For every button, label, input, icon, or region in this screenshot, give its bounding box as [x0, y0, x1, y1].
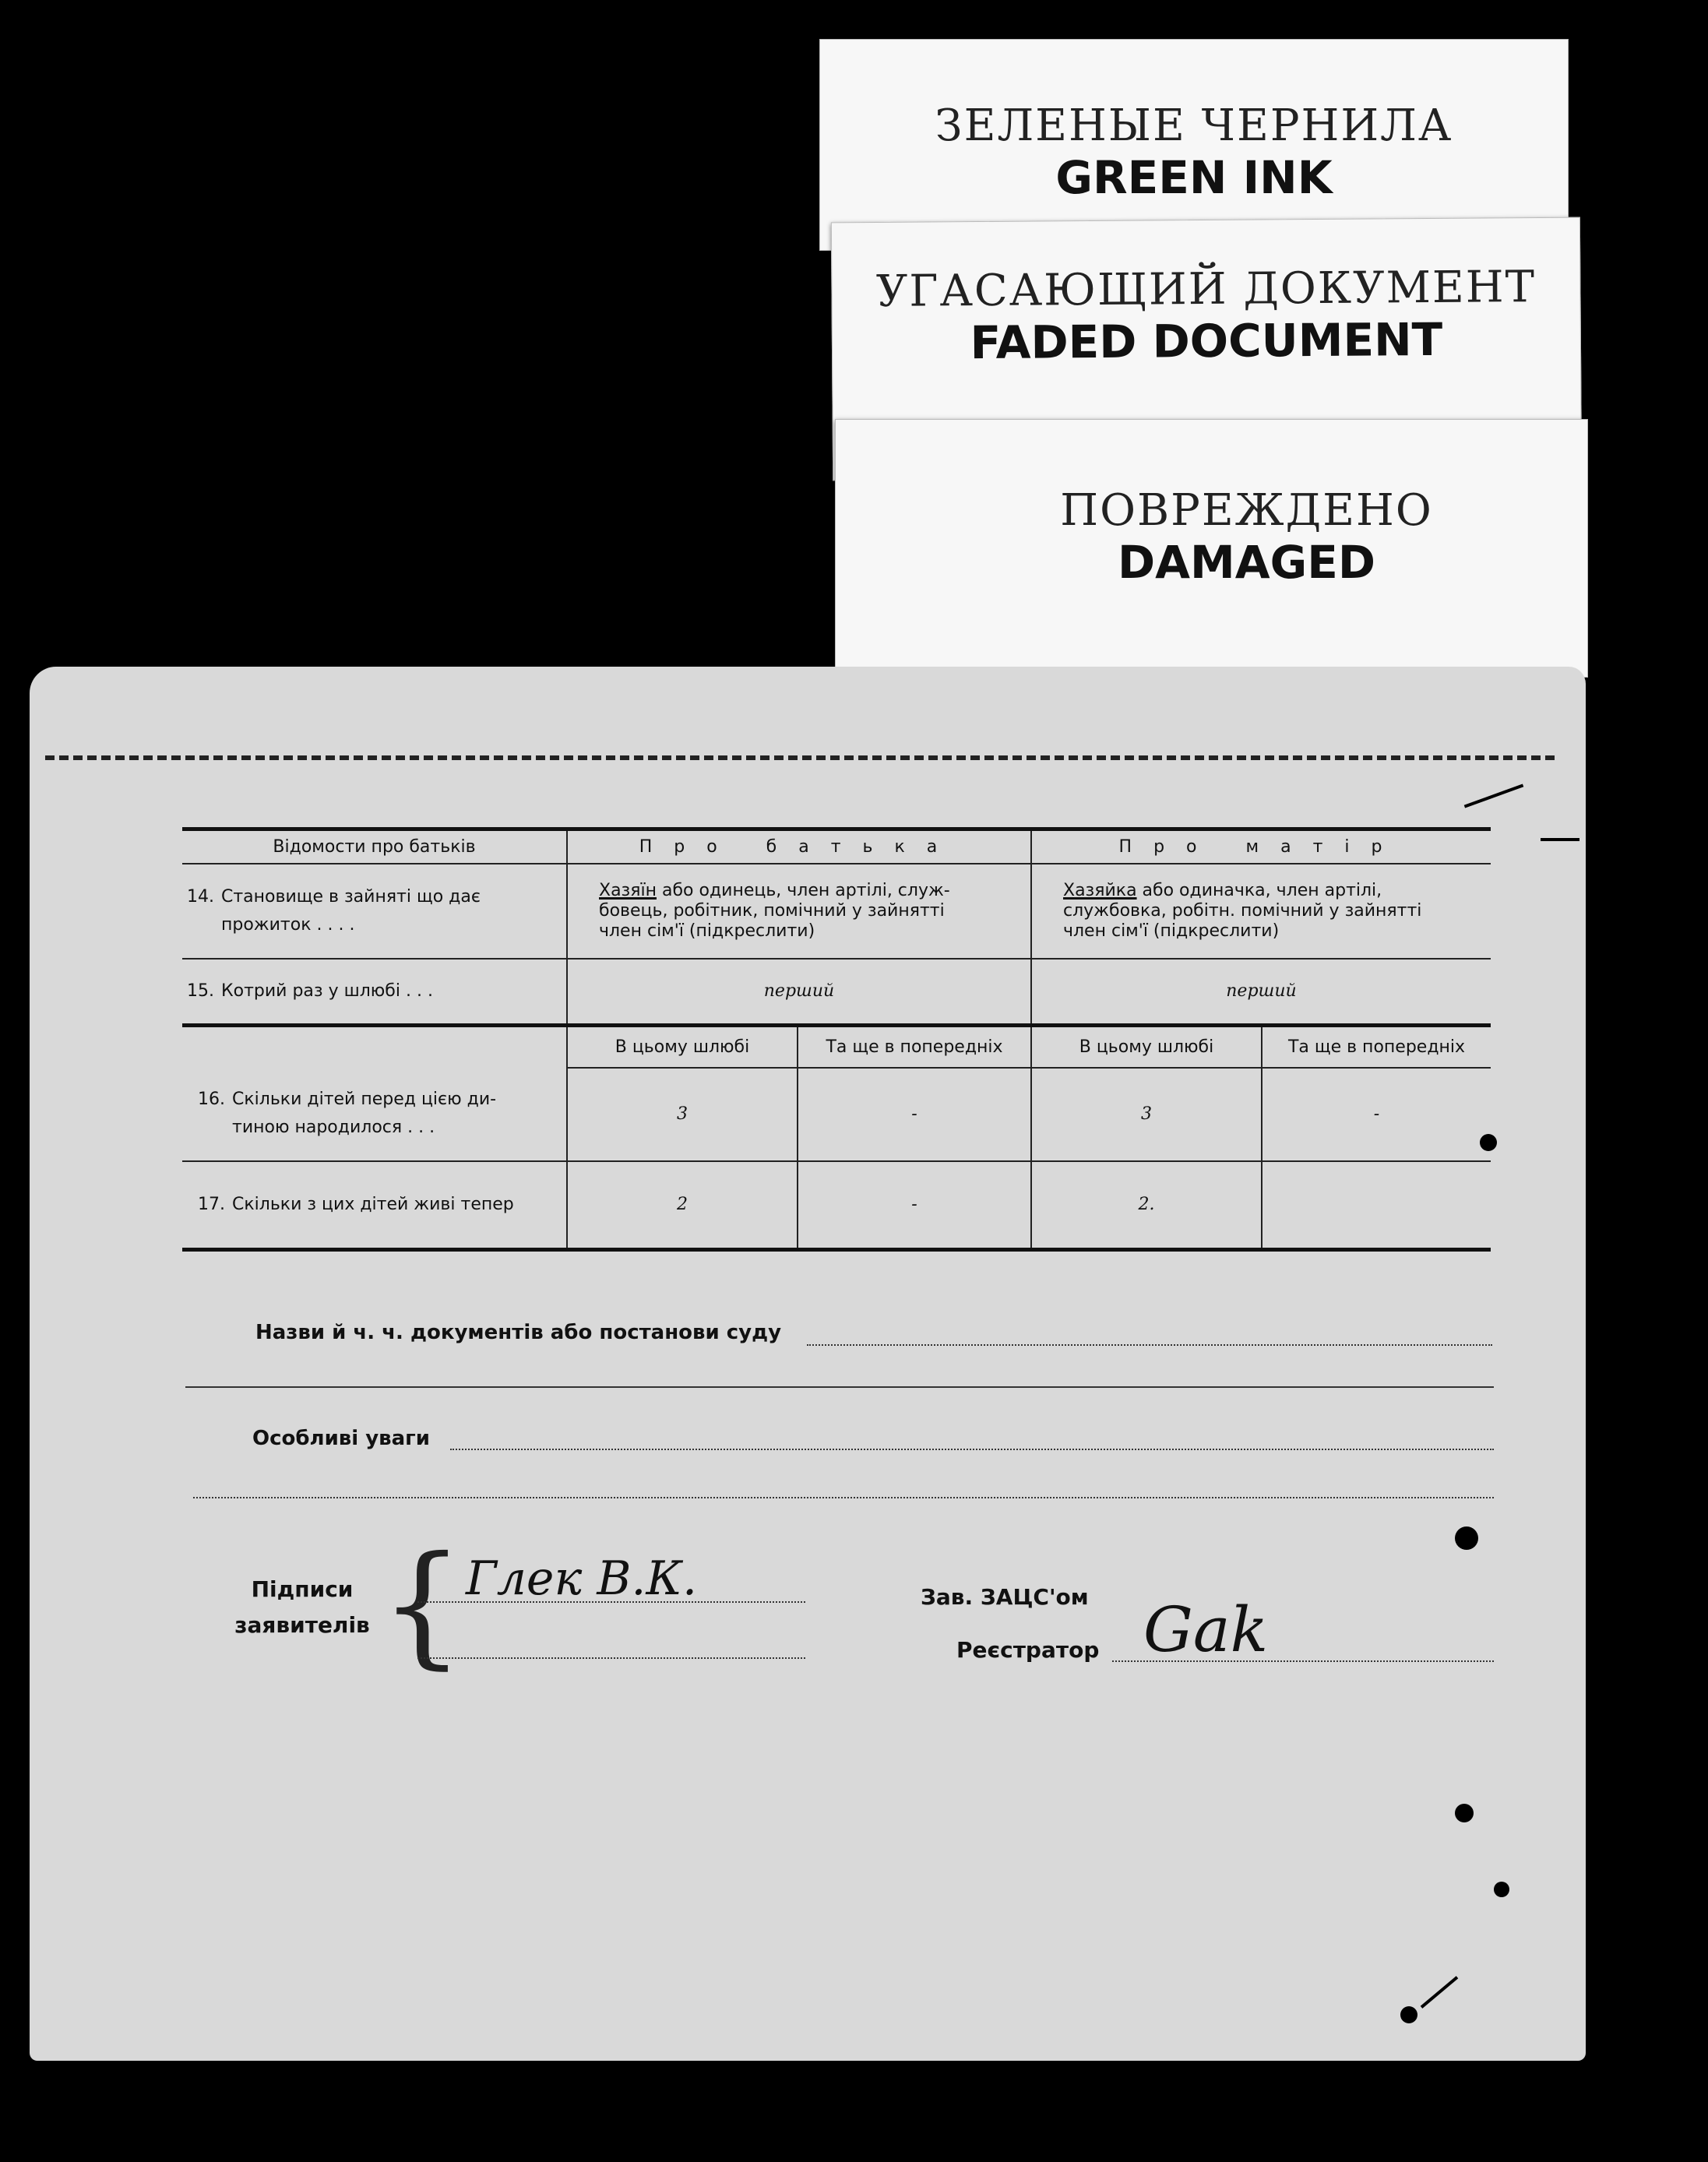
row-14-mother: Хазяйка або одиначка, член артілі, службовка, робітн. помічний у зайнятті член сім'ї (підкреслити) [1031, 864, 1491, 959]
row-16-label: 16. Скільки дітей перед цією ди- тиною народилося . . . [182, 1026, 567, 1161]
subheader-mother-this-marriage: В цьому шлюбі [1031, 1026, 1262, 1068]
brace: { [380, 1528, 465, 1682]
row-17-father-this: 2 [567, 1161, 798, 1250]
damage-mark [1494, 1882, 1509, 1897]
row-15-label: 15. Котрий раз у шлюбі . . . [182, 959, 567, 1026]
remarks-field [450, 1449, 1494, 1450]
label-ru: ПОВРЕЖДЕНО [1060, 485, 1433, 536]
subheader-father-previous: Та ще в попередніх [798, 1026, 1031, 1068]
parents-info-table [182, 827, 1491, 1252]
row-16-father-prev: - [798, 1068, 1031, 1161]
applicant-signature: Глек В.К. [466, 1551, 698, 1606]
signatures-label: Підписи заявителів [234, 1576, 370, 1638]
registrar-signature: Gak [1143, 1593, 1269, 1666]
remarks-label: Особливі уваги [252, 1427, 430, 1450]
row-17-label: 17. Скільки з цих дітей живі тепер [182, 1161, 567, 1250]
header-parents-info: Відомости про батьків [182, 829, 567, 864]
damage-mark [1455, 1526, 1478, 1550]
document-sheet [30, 667, 1586, 2061]
damage-mark [1455, 1804, 1474, 1822]
label-card-damaged [835, 419, 1588, 678]
head-label: Зав. ЗАЦС'ом [921, 1584, 1089, 1610]
documents-field [807, 1344, 1492, 1346]
perforation-line [45, 755, 1555, 760]
row-17-mother-prev [1262, 1161, 1491, 1250]
subheader-father-this-marriage: В цьому шлюбі [567, 1026, 798, 1068]
row-17-mother-this: 2. [1031, 1161, 1262, 1250]
row-15-father-value: перший [567, 959, 1031, 1026]
subheader-mother-previous: Та ще в попередніх [1262, 1026, 1491, 1068]
damage-mark [1480, 1134, 1497, 1151]
remarks-field-line-2 [193, 1497, 1494, 1498]
documents-field-line-2 [185, 1386, 1494, 1388]
documents-label: Назви й ч. ч. документів або постанови суду [255, 1321, 782, 1344]
label-ru: ЗЕЛЕНЫЕ ЧЕРНИЛА [935, 100, 1453, 151]
row-17-father-prev: - [798, 1161, 1031, 1250]
row-14-father: Хазяїн або одинець, член артілі, служ- бовець, робітник, помічний у зайнятті член сім'ї (підкреслити) [567, 864, 1031, 959]
label-en: DAMAGED [1117, 536, 1375, 589]
row-16-mother-this: 3 [1031, 1068, 1262, 1161]
header-mother: Про матір [1031, 829, 1491, 864]
applicant-signature-line-2 [417, 1657, 805, 1659]
header-father: Про батька [567, 829, 1031, 864]
damage-mark [1464, 783, 1524, 808]
row-16-father-this: 3 [567, 1068, 798, 1161]
row-15-mother-value: перший [1031, 959, 1491, 1026]
label-ru: УГАСАЮЩИЙ ДОКУМЕНТ [875, 262, 1537, 317]
applicant-signature-line-1 [417, 1601, 805, 1603]
damage-mark [1496, 2088, 1538, 2114]
registrar-label: Реєстратор [956, 1637, 1100, 1663]
damage-mark [1541, 838, 1579, 841]
label-en: FADED DOCUMENT [970, 312, 1443, 370]
label-en: GREEN INK [1055, 151, 1333, 204]
row-14-label: 14. Становище в зайняті що дає прожиток . . . . [182, 864, 567, 959]
damage-mark [1400, 2006, 1417, 2023]
row-16-mother-prev: - [1262, 1068, 1491, 1161]
damage-mark [1486, 2146, 1502, 2162]
damage-mark [1421, 1976, 1459, 2009]
